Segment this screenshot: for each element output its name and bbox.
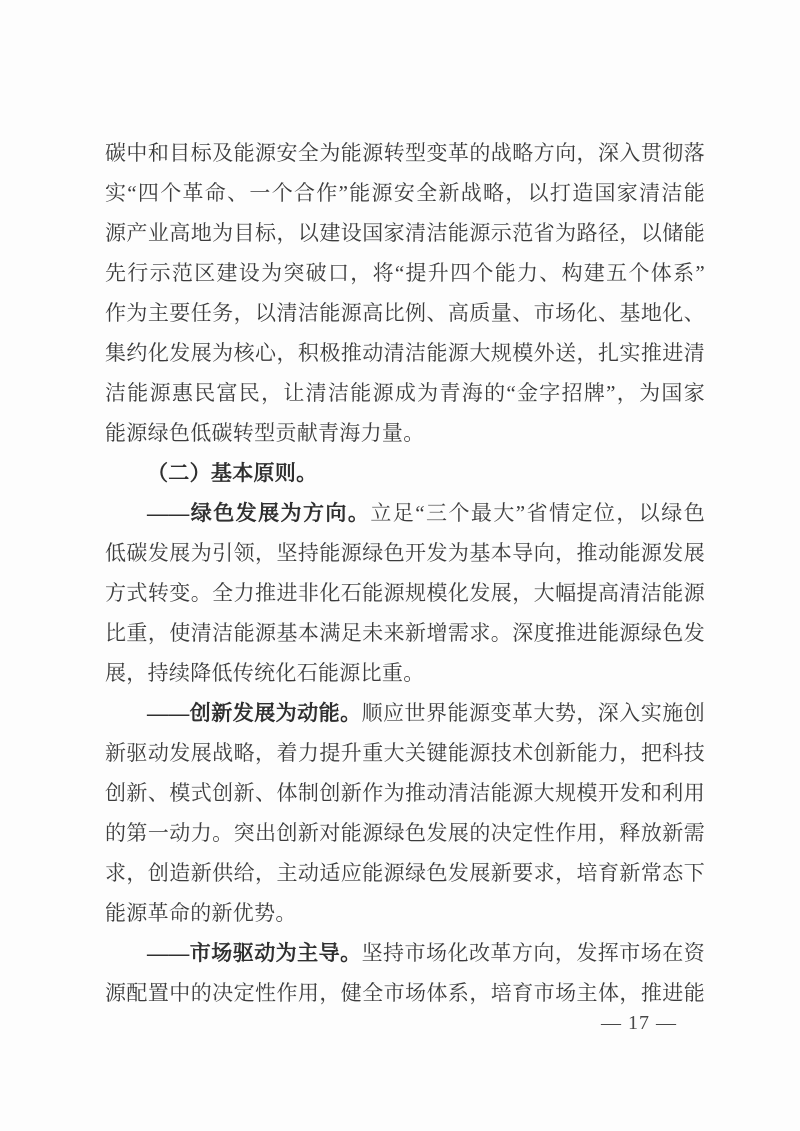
innovation-line-6: 能源革命的新优势。 xyxy=(105,901,297,925)
intro-paragraph-line-2: 实“四个革命、一个合作”能源安全新战略，以打造国家清洁能 xyxy=(105,181,705,205)
green-development-line-2: 低碳发展为引领，坚持能源绿色开发为基本导向，推动能源发展 xyxy=(105,541,705,565)
intro-paragraph-line-5: 作为主要任务，以清洁能源高比例、高质量、市场化、基地化、 xyxy=(105,301,705,325)
green-development-line-5: 展，持续降低传统化石能源比重。 xyxy=(105,661,425,685)
market-line-1-rest: 坚持市场化改革方向，发挥市场在资 xyxy=(361,941,705,965)
market-line-2: 源配置中的决定性作用，健全市场体系，培育市场主体，推进能 xyxy=(105,981,705,1005)
intro-paragraph-line-3: 源产业高地为目标，以建设国家清洁能源示范省为路径，以储能 xyxy=(105,221,705,245)
innovation-lead: ——创新发展为动能。 xyxy=(147,701,362,725)
green-development-line-3: 方式转变。全力推进非化石能源规模化发展，大幅提高清洁能源 xyxy=(105,581,705,605)
intro-paragraph-line-4: 先行示范区建设为突破口，将“提升四个能力、构建五个体系” xyxy=(105,261,705,285)
section-heading-basic-principles xyxy=(105,453,705,493)
innovation-line-1-rest: 顺应世界能源变革大势，深入实施创 xyxy=(361,701,705,725)
intro-paragraph-line-1: 碳中和目标及能源安全为能源转型变革的战略方向，深入贯彻落 xyxy=(105,141,705,165)
green-development-line-1-rest: 立足“三个最大”省情定位，以绿色 xyxy=(370,501,706,525)
green-development-line-4: 比重，使清洁能源基本满足未来新增需求。深度推进能源绿色发 xyxy=(105,621,705,645)
innovation-line-4: 的第一动力。突出创新对能源绿色发展的决定性作用，释放新需 xyxy=(105,821,705,845)
intro-paragraph-line-6: 集约化发展为核心，积极推动清洁能源大规模外送，扎实推进清 xyxy=(105,341,705,365)
green-development-lead: ——绿色发展为方向。 xyxy=(147,501,371,525)
market-line-1 xyxy=(105,933,705,973)
intro-paragraph-line-8: 能源绿色低碳转型贡献青海力量。 xyxy=(105,421,425,445)
intro-paragraph-line-7: 洁能源惠民富民，让清洁能源成为青海的“金字招牌”，为国家 xyxy=(105,381,705,405)
innovation-line-2: 新驱动发展战略，着力提升重大关键能源技术创新能力，把科技 xyxy=(105,741,705,765)
innovation-line-5: 求，创造新供给，主动适应能源绿色发展新要求，培育新常态下 xyxy=(105,861,705,885)
innovation-line-3: 创新、模式创新、体制创新作为推动清洁能源大规模开发和利用 xyxy=(105,781,705,805)
market-lead: ——市场驱动为主导。 xyxy=(147,941,362,965)
document-text-block xyxy=(105,133,705,1013)
innovation-line-1 xyxy=(105,693,705,733)
section-heading-text: （二）基本原则。 xyxy=(147,461,318,485)
green-development-line-1 xyxy=(105,493,705,533)
page-number: — 17 — xyxy=(601,1012,677,1034)
